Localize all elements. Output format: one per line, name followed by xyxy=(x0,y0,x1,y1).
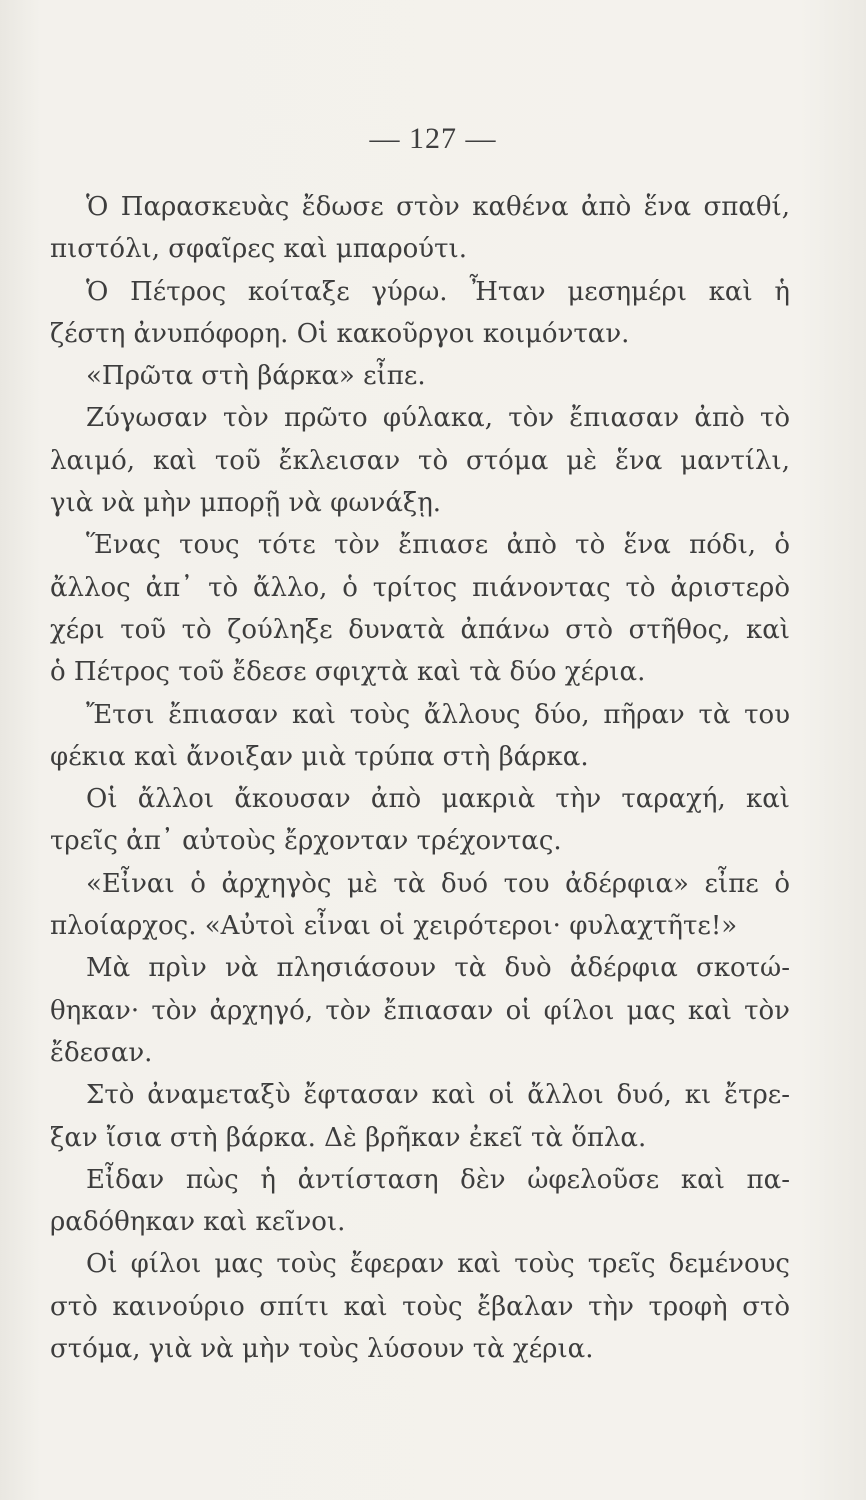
text-line: «Πρῶτα στὴ βάρκα» εἶπε. xyxy=(86,361,426,392)
text-line: λαιμό, καὶ τοῦ ἔκλεισαν τὸ στόμα μὲ ἕνα μαντίλι, xyxy=(50,445,790,476)
text-line: Στὸ ἀναμεταξὺ ἔφτασαν καὶ οἱ ἄλλοι δυό, κι ἔτρε- xyxy=(86,1080,790,1111)
text-line: χέρι τοῦ τὸ ζούληξε δυνατὰ ἀπάνω στὸ στῆθος, καὶ xyxy=(50,614,790,645)
body-text xyxy=(50,186,790,1370)
text-line: ζέστη ἀνυπόφορη. Οἱ κακοῦργοι κοιμόνταν. xyxy=(50,318,630,349)
text-line: Ἔτσι ἔπιασαν καὶ τοὺς ἄλλους δύο, πῆραν τὰ του xyxy=(86,699,790,730)
text-line: ἔδεσαν. xyxy=(50,1037,153,1068)
text-line: πιστόλι, σφαῖρες καὶ μπαρούτι. xyxy=(50,234,467,265)
text-line: στόμα, γιὰ νὰ μὴν τοὺς λύσουν τὰ χέρια. xyxy=(50,1334,594,1365)
text-line: ραδόθηκαν καὶ κεῖνοι. xyxy=(50,1207,346,1238)
text-line: ἄλλος ἀπ᾿ τὸ ἄλλο, ὁ τρίτος πιάνοντας τὸ ἀριστερὸ xyxy=(50,572,790,603)
text-line: Οἱ φίλοι μας τοὺς ἔφεραν καὶ τοὺς τρεῖς δεμένους xyxy=(86,1249,790,1280)
text-line: στὸ καινούριο σπίτι καὶ τοὺς ἔβαλαν τὴν τροφὴ στὸ xyxy=(50,1291,790,1322)
text-line: «Εἶναι ὁ ἀρχηγὸς μὲ τὰ δυό του ἀδέρφια» εἶπε ὁ xyxy=(86,868,790,899)
text-line: Ζύγωσαν τὸν πρῶτο φύλακα, τὸν ἔπιασαν ἀπὸ τὸ xyxy=(86,403,790,434)
text-line: Οἱ ἄλλοι ἄκουσαν ἀπὸ μακριὰ τὴν ταραχή, καὶ xyxy=(86,784,790,815)
text-line: ὁ Πέτρος τοῦ ἔδεσε σφιχτὰ καὶ τὰ δύο χέρια. xyxy=(50,657,646,688)
text-line: Εἶδαν πὼς ἡ ἀντίσταση δὲν ὠφελοῦσε καὶ πα- xyxy=(86,1164,790,1195)
page-number: — 127 — xyxy=(369,122,497,155)
text-line: γιὰ νὰ μὴν μπορῇ νὰ φωνάξῃ. xyxy=(50,488,442,519)
text-line: πλοίαρχος. «Αὐτοὶ εἶναι οἱ χειρότεροι· φυλαχτῆτε!» xyxy=(50,911,738,942)
text-line: Μὰ πρὶν νὰ πλησιάσουν τὰ δυὸ ἀδέρφια σκοτώ- xyxy=(86,953,790,984)
text-line: Ὁ Πέτρος κοίταξε γύρω. Ἦταν μεσημέρι καὶ ἡ xyxy=(86,276,790,307)
text-line: ξαν ἴσια στὴ βάρκα. Δὲ βρῆκαν ἐκεῖ τὰ ὅπλα. xyxy=(50,1122,647,1153)
text-line: Ὁ Παρασκευὰς ἔδωσε στὸν καθένα ἀπὸ ἕνα σπαθί, xyxy=(86,192,790,222)
text-line: θηκαν· τὸν ἀρχηγό, τὸν ἔπιασαν οἱ φίλοι μας καὶ τὸν xyxy=(50,995,790,1026)
text-line: φέκια καὶ ἄνοιξαν μιὰ τρύπα στὴ βάρκα. xyxy=(50,741,589,772)
text-line: τρεῖς ἀπ᾿ αὐτοὺς ἔρχονταν τρέχοντας. xyxy=(50,826,562,857)
text-line: Ἕνας τους τότε τὸν ἔπιασε ἀπὸ τὸ ἕνα πόδι, ὁ xyxy=(86,530,790,561)
